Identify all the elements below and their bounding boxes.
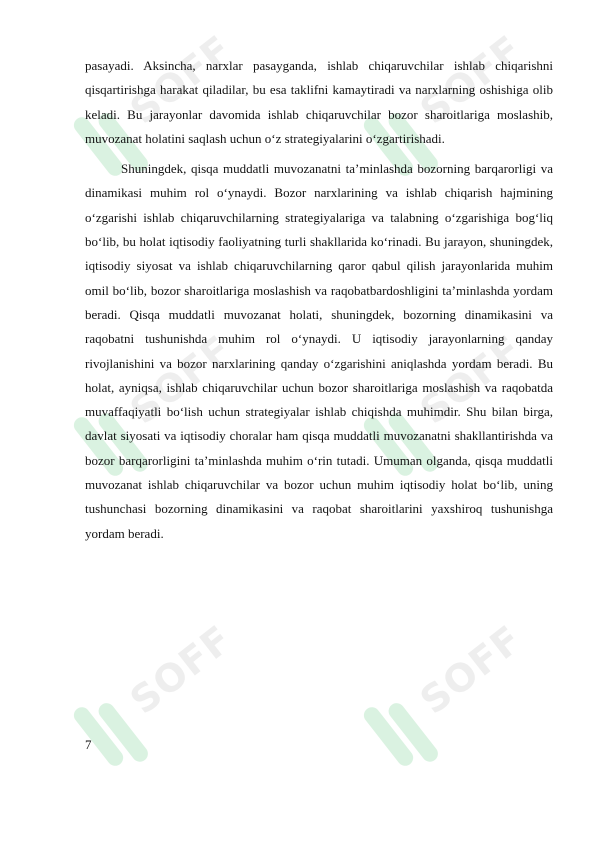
watermark-text: SOFF — [122, 616, 241, 723]
document-body — [85, 54, 553, 546]
watermark-text: SOFF — [412, 26, 531, 133]
soff-watermark — [80, 616, 241, 780]
watermark-text: SOFF — [122, 26, 241, 133]
soff-logo-icon — [347, 669, 464, 791]
body-paragraph: Shuningdek, qisqa muddatli muvozanatni ta’minlashda bozorning barqarorligi va dinamikasi muhim rol o‘ynaydi. Bozor narxlarining va ishlab chiqarish hajmining o‘zgarishi ishlab chiqaruvchilarning strategiyalariga va talabning o‘zgarishiga bog‘liq bo‘lib, bu holat iqtisodiy faoliyatning turli shakllarida ko‘rinadi. Bu jarayon, shuningdek, iqtisodiy siyosat va ishlab chiqaruvchilarning qaror qabul qilish jarayonlarida muhim omil bo‘lib, bozor sharoitlariga moslashish va raqobatbardoshligini ta’minlashda yordam beradi. Qisqa muddatli muvozanat holati, shuningdek, bozorning dinamikasini va raqobatni tushunishda muhim rol o‘ynaydi. U iqtisodiy jarayonlarning qanday rivojlanishini va bozor narxlarining qanday o‘zgarishini aniqlashda yordam beradi. Bu holat, ayniqsa, ishlab chiqaruvchilar uchun bozor sharoitlariga moslashish va raqobatda muvaffaqiyatli bo‘lish uchun strategiyalar ishlab chiqishda muhimdir. Shu bilan birga, davlat siyosati va iqtisodiy choralar ham qisqa muddatli muvozanatni shakllantirishda va bozor barqarorligini ta’minlashda muhim o‘rin tutadi. Umuman olganda, qisqa muddatli muvozanat ishlab chiqaruvchilar va bozor uchun muhim iqtisodiy holat bo‘lib, uning tushunchasi bozorning dinamikasini va raqobat sharoitlarini yaxshiroq tushunishga yordam beradi. — [85, 161, 553, 541]
page-number: 7 — [85, 737, 92, 752]
watermark-text: SOFF — [412, 616, 531, 723]
soff-logo-icon — [57, 669, 174, 791]
watermark-text: SOFF — [122, 326, 241, 433]
soff-watermark — [370, 616, 531, 780]
body-paragraph: pasayadi. Aksincha, narxlar pasayganda, ishlab chiqaruvchilar ishlab chiqarishni qisqartirishga harakat qiladilar, bu esa taklifni kamaytiradi va narxlarning oshishiga olib keladi. Bu jarayonlar davomida ishlab chiqaruvchilar bozor sharoitlariga moslashib, muvozanat holatini saqlash uchun o‘z strategiyalarini o‘zgartirishadi. — [85, 58, 553, 146]
watermark-text: SOFF — [412, 326, 531, 433]
